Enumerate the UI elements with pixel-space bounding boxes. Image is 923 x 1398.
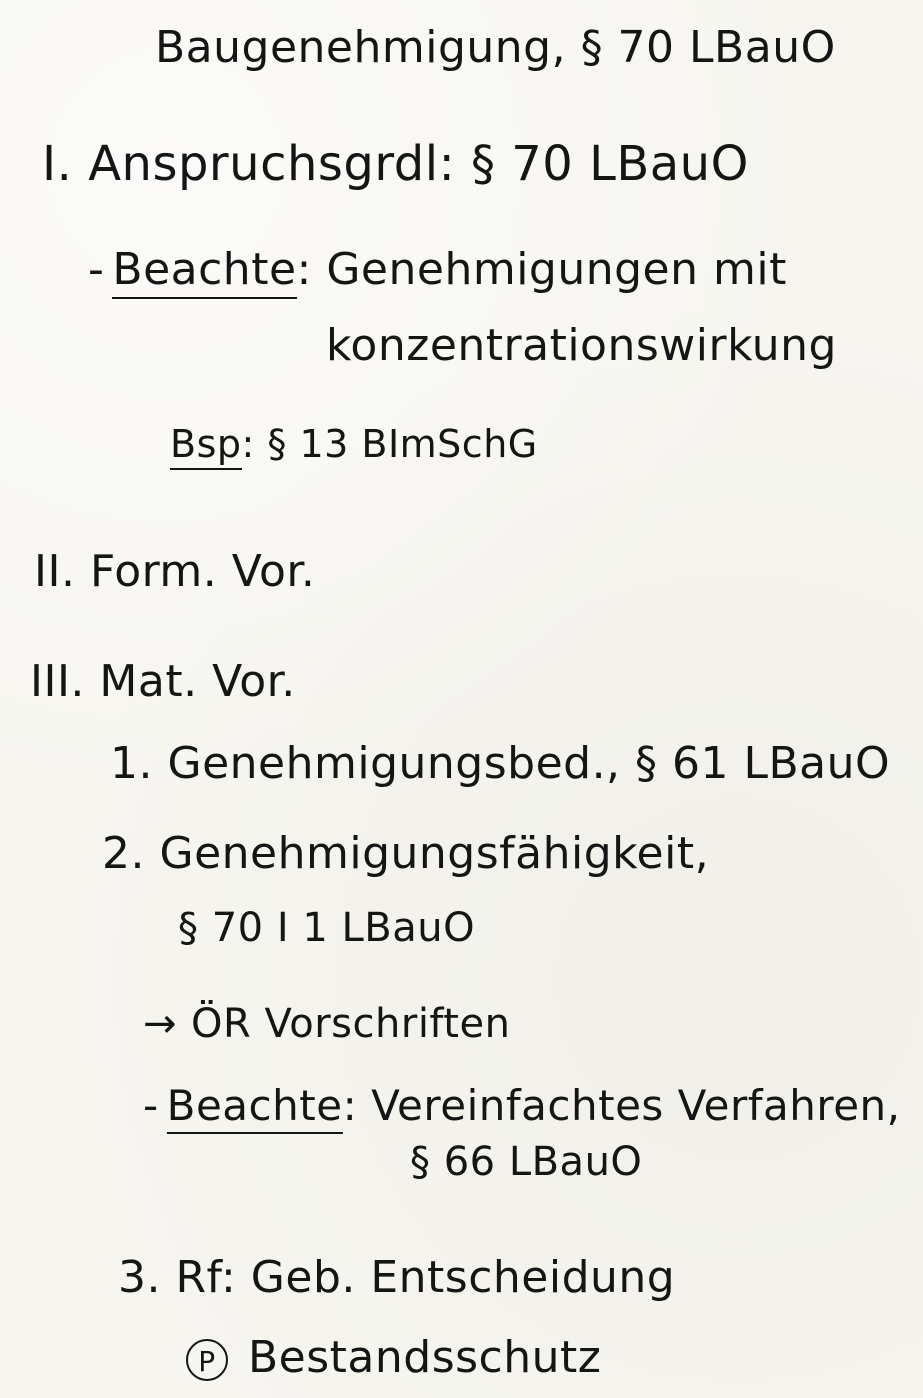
item-2-number: 2.	[102, 828, 145, 879]
beachte-konzentrationswirkung-line	[88, 244, 787, 295]
item-2-line	[102, 828, 710, 879]
item-1-text: Genehmigungsbed., § 61 LBauO	[167, 738, 891, 789]
or-vorschriften-line	[143, 1001, 511, 1047]
dash-marker: -	[88, 244, 105, 295]
circled-p-icon: P	[186, 1339, 228, 1381]
beachte-text-line1: : Genehmigungen mit	[296, 244, 787, 295]
beachte-label: Beachte	[167, 1081, 343, 1134]
beachte-vereinfachtes-text-line2: § 66 LBauO	[410, 1139, 643, 1185]
section-ii-line	[34, 546, 316, 597]
beachte-label: Beachte	[112, 244, 296, 299]
item-3-line	[118, 1252, 676, 1303]
bestandsschutz-text: Bestandsschutz	[248, 1332, 602, 1383]
item-3-text: Rf: Geb. Entscheidung	[175, 1252, 676, 1303]
section-iii-numeral: III.	[30, 656, 85, 707]
section-iii-text: Mat. Vor.	[99, 656, 296, 707]
bsp-text: : § 13 BImSchG	[241, 422, 538, 466]
item-2-text-line1: Genehmigungsfähigkeit,	[159, 828, 710, 879]
item-2-text-line2: § 70 I 1 LBauO	[178, 905, 476, 951]
section-ii-numeral: II.	[34, 546, 76, 597]
dash-marker: -	[143, 1081, 159, 1130]
section-ii-text: Form. Vor.	[89, 546, 316, 597]
beachte-text-line2: konzentrationswirkung	[326, 320, 837, 371]
bsp-line	[170, 422, 538, 466]
item-1-number: 1.	[110, 738, 153, 789]
section-i-line	[42, 136, 749, 192]
bsp-label: Bsp	[170, 422, 242, 470]
beachte-vereinfachtes-text-line1: : Vereinfachtes Verfahren,	[342, 1081, 901, 1130]
beachte-vereinfachtes-line	[143, 1081, 901, 1130]
item-3-number: 3.	[118, 1252, 161, 1303]
section-i-numeral: I.	[42, 136, 73, 192]
bestandsschutz-line	[186, 1332, 602, 1383]
item-1-line	[110, 738, 891, 789]
note-title: Baugenehmigung, § 70 LBauO	[155, 22, 836, 73]
or-vorschriften-text: ÖR Vorschriften	[191, 1001, 511, 1047]
section-i-text: Anspruchsgrdl: § 70 LBauO	[88, 136, 749, 192]
section-iii-line	[30, 656, 296, 707]
arrow-icon: →	[143, 1001, 178, 1047]
